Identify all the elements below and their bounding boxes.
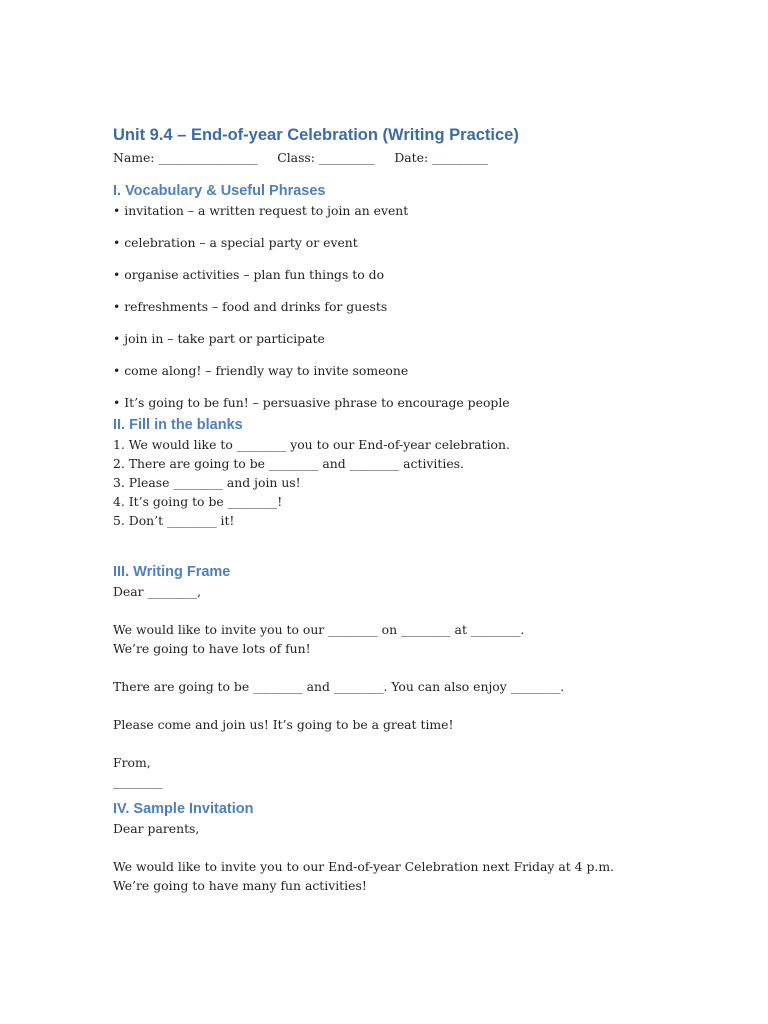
vocabulary-list [113,201,733,415]
frame-greeting: Dear ________, [113,584,202,599]
frame-paragraph-line: We would like to invite you to our ________ on ________ at ________. [113,622,525,637]
writing-frame [113,582,733,791]
frame-paragraph: There are going to be ________ and ________. You can also enjoy ________. [113,679,565,694]
student-info-line: Name: ________________ Class: _________ Date: _________ [113,150,488,165]
vocab-item: • join in – take part or participate [113,331,325,346]
frame-signature: ________ [113,774,163,789]
section-writing-frame-heading: III. Writing Frame [113,564,231,580]
vocab-item: • organise activities – plan fun things to do [113,267,385,282]
frame-paragraph: Please come and join us! It’s going to be a great time! [113,717,454,732]
vocab-item: • invitation – a written request to join an event [113,203,409,218]
vocab-item: • come along! – friendly way to invite someone [113,363,409,378]
fill-blank-item: 5. Don’t ________ it! [113,513,235,528]
fill-blank-item: 4. It’s going to be ________! [113,494,283,509]
fill-blank-item: 2. There are going to be ________ and ________ activities. [113,456,464,471]
sample-greeting: Dear parents, [113,821,200,836]
worksheet-title: Unit 9.4 – End-of-year Celebration (Writing Practice) [113,126,519,144]
frame-paragraph-line: We’re going to have lots of fun! [113,641,311,656]
sample-invitation [113,819,733,895]
vocab-item: • refreshments – food and drinks for guests [113,299,388,314]
section-fill-blanks-heading: II. Fill in the blanks [113,417,243,433]
fill-blanks-list [113,435,733,530]
vocab-item: • It’s going to be fun! – persuasive phrase to encourage people [113,395,510,410]
vocab-item: • celebration – a special party or event [113,235,358,250]
worksheet-page [113,124,733,895]
sample-paragraph-line: We’re going to have many fun activities! [113,878,367,893]
frame-closing: From, [113,755,151,770]
fill-blank-item: 3. Please ________ and join us! [113,475,301,490]
fill-blank-item: 1. We would like to ________ you to our End-of-year celebration. [113,437,510,452]
section-vocabulary-heading: I. Vocabulary & Useful Phrases [113,183,326,199]
section-sample-heading: IV. Sample Invitation [113,801,254,817]
sample-paragraph-line: We would like to invite you to our End-of-year Celebration next Friday at 4 p.m. [113,859,615,874]
